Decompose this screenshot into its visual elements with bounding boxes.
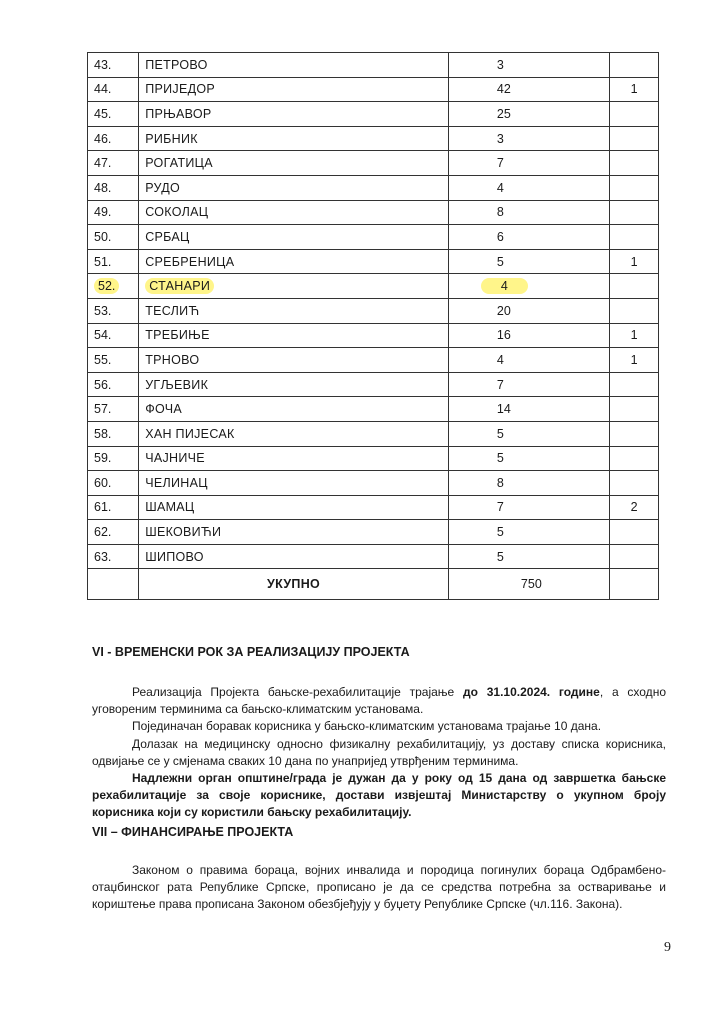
extra-count-cell <box>610 77 659 102</box>
municipality-name-cell <box>139 495 449 520</box>
municipality-name: ПЕТРОВО <box>145 57 208 72</box>
municipality-name: УГЉЕВИК <box>145 377 209 392</box>
extra-count: 1 <box>630 254 638 269</box>
row-number-cell <box>88 348 139 373</box>
beneficiary-count-cell <box>448 544 609 569</box>
beneficiary-count-cell <box>448 126 609 151</box>
extra-count-cell <box>610 421 659 446</box>
municipality-name-cell <box>139 471 449 496</box>
row-number: 49. <box>94 205 112 220</box>
row-number: 43. <box>94 57 112 72</box>
municipality-name-cell <box>139 348 449 373</box>
municipality-name: ФОЧА <box>145 402 183 417</box>
beneficiary-count-cell <box>448 520 609 545</box>
beneficiary-count: 5 <box>496 426 504 441</box>
row-number: 52. <box>94 278 119 294</box>
table-row <box>88 274 659 299</box>
table-row <box>88 544 659 569</box>
row-number: 48. <box>94 180 112 195</box>
row-number-cell <box>88 520 139 545</box>
table-row <box>88 175 659 200</box>
row-number: 51. <box>94 254 112 269</box>
extra-count-cell <box>610 151 659 176</box>
table-row <box>88 200 659 225</box>
beneficiary-count: 20 <box>496 303 511 318</box>
row-number-cell <box>88 397 139 422</box>
beneficiary-count: 6 <box>496 229 504 244</box>
municipality-name-cell <box>139 249 449 274</box>
row-number-cell <box>88 323 139 348</box>
beneficiary-count-cell <box>448 323 609 348</box>
extra-count: 1 <box>630 352 638 367</box>
row-number: 63. <box>94 549 112 564</box>
row-number: 44. <box>94 82 112 97</box>
row-number: 50. <box>94 229 112 244</box>
extra-count-cell <box>610 175 659 200</box>
beneficiary-count-cell <box>448 495 609 520</box>
municipality-name-cell <box>139 53 449 78</box>
row-number-cell <box>88 126 139 151</box>
municipality-table <box>87 52 659 600</box>
section-7-heading: VII – ФИНАНСИРАЊЕ ПРОЈЕКТА <box>92 825 294 839</box>
row-number: 46. <box>94 131 112 146</box>
municipality-name: ТРЕБИЊЕ <box>145 328 210 343</box>
row-number-cell <box>88 446 139 471</box>
row-number-cell <box>88 53 139 78</box>
beneficiary-count-cell <box>448 175 609 200</box>
row-number-cell <box>88 225 139 250</box>
row-number: 47. <box>94 156 112 171</box>
total-row <box>88 569 659 600</box>
extra-count-cell <box>610 102 659 127</box>
beneficiary-count-cell <box>448 53 609 78</box>
extra-count-cell <box>610 348 659 373</box>
row-number: 53. <box>94 303 112 318</box>
extra-count-cell <box>610 323 659 348</box>
beneficiary-count-cell <box>448 471 609 496</box>
section-6-paragraph-2: Појединачан боравак корисника у бањско-климатским установама трајање 10 дана. <box>132 719 602 733</box>
extra-count-cell <box>610 249 659 274</box>
row-number-cell <box>88 495 139 520</box>
table-row <box>88 495 659 520</box>
total-label: УКУПНО <box>139 569 449 600</box>
row-number: 55. <box>94 352 112 367</box>
table-row <box>88 249 659 274</box>
extra-count: 1 <box>630 82 638 97</box>
beneficiary-count: 14 <box>496 402 511 417</box>
beneficiary-count: 3 <box>496 57 504 72</box>
beneficiary-count: 5 <box>496 254 504 269</box>
paragraph-1-start: Реализација Пројекта бањске-рехабилитације трајање <box>132 685 464 699</box>
beneficiary-count: 4 <box>496 180 504 195</box>
municipality-name-cell <box>139 77 449 102</box>
row-number-cell <box>88 200 139 225</box>
beneficiary-count: 3 <box>496 131 504 146</box>
beneficiary-count-cell <box>448 421 609 446</box>
row-number-cell <box>88 175 139 200</box>
municipality-name-cell <box>139 274 449 299</box>
row-number-cell <box>88 298 139 323</box>
municipality-name-cell <box>139 102 449 127</box>
beneficiary-count-cell <box>448 372 609 397</box>
extra-count-cell <box>610 53 659 78</box>
row-number-cell <box>88 471 139 496</box>
section-6-paragraph-1 <box>92 684 666 718</box>
table-row <box>88 102 659 127</box>
municipality-name-cell <box>139 126 449 151</box>
extra-count-cell <box>610 397 659 422</box>
row-number: 62. <box>94 525 112 540</box>
municipality-name-cell <box>139 520 449 545</box>
extra-count-cell <box>610 200 659 225</box>
table-row <box>88 421 659 446</box>
row-number-cell <box>88 77 139 102</box>
municipality-name: ЧЕЛИНАЦ <box>145 475 208 490</box>
extra-count-cell <box>610 495 659 520</box>
beneficiary-count-cell <box>448 225 609 250</box>
table-row <box>88 225 659 250</box>
extra-count-cell <box>610 274 659 299</box>
municipality-name-cell <box>139 298 449 323</box>
beneficiary-count: 5 <box>496 451 504 466</box>
municipality-name: ШАМАЦ <box>145 500 195 515</box>
row-number: 54. <box>94 328 112 343</box>
municipality-name: СОКОЛАЦ <box>145 205 209 220</box>
total-extra-cell <box>610 569 659 600</box>
row-number: 59. <box>94 451 112 466</box>
municipality-name: ШИПОВО <box>145 549 204 564</box>
row-number-cell <box>88 274 139 299</box>
municipality-name-cell <box>139 200 449 225</box>
table-row <box>88 471 659 496</box>
table-row <box>88 323 659 348</box>
section-6-heading: VI - ВРЕМЕНСКИ РОК ЗА РЕАЛИЗАЦИЈУ ПРОЈЕКТА <box>92 645 410 659</box>
municipality-name: ПРИЈЕДОР <box>145 82 216 97</box>
beneficiary-count-cell <box>448 274 609 299</box>
municipality-name-cell <box>139 175 449 200</box>
table-row <box>88 126 659 151</box>
beneficiary-count: 7 <box>496 377 504 392</box>
table-row <box>88 298 659 323</box>
municipality-name-cell <box>139 225 449 250</box>
row-number-cell <box>88 544 139 569</box>
row-number-cell <box>88 151 139 176</box>
row-number: 58. <box>94 426 112 441</box>
municipality-name: СРЕБРЕНИЦА <box>145 254 235 269</box>
total-num-cell <box>88 569 139 600</box>
table-row <box>88 397 659 422</box>
extra-count-cell <box>610 372 659 397</box>
municipality-name-cell <box>139 446 449 471</box>
extra-count: 2 <box>630 500 638 515</box>
beneficiary-count: 7 <box>496 156 504 171</box>
beneficiary-count-cell <box>448 298 609 323</box>
row-number-cell <box>88 102 139 127</box>
municipality-name: ТРНОВО <box>145 352 200 367</box>
municipality-name: РИБНИК <box>145 131 198 146</box>
beneficiary-count-cell <box>448 348 609 373</box>
beneficiary-count: 8 <box>496 475 504 490</box>
extra-count-cell <box>610 298 659 323</box>
beneficiary-count-cell <box>448 102 609 127</box>
paragraph-1-end: , а сходно уговореним терминима са бањско-климатским установама. <box>92 685 666 716</box>
row-number: 45. <box>94 106 112 121</box>
beneficiary-count: 25 <box>496 106 511 121</box>
row-number-cell <box>88 372 139 397</box>
extra-count-cell <box>610 446 659 471</box>
beneficiary-count: 5 <box>496 525 504 540</box>
extra-count-cell <box>610 225 659 250</box>
beneficiary-count-cell <box>448 249 609 274</box>
beneficiary-count-cell <box>448 446 609 471</box>
municipality-name: РУДО <box>145 180 181 195</box>
municipality-name-cell <box>139 323 449 348</box>
table-row <box>88 53 659 78</box>
deadline-date: до 31.10.2024. године <box>463 685 600 699</box>
table-body <box>88 53 659 569</box>
beneficiary-count-cell <box>448 151 609 176</box>
municipality-name: ШЕКОВИЋИ <box>145 525 222 540</box>
municipality-name-cell <box>139 372 449 397</box>
municipality-name-cell <box>139 544 449 569</box>
municipality-name: ТЕСЛИЋ <box>145 303 200 318</box>
municipality-name-cell <box>139 397 449 422</box>
municipality-name: СТАНАРИ <box>145 278 214 294</box>
table-row <box>88 372 659 397</box>
beneficiary-count-cell <box>448 77 609 102</box>
extra-count-cell <box>610 471 659 496</box>
beneficiary-count: 16 <box>496 328 511 343</box>
beneficiary-count: 42 <box>496 82 511 97</box>
beneficiary-count: 7 <box>496 500 504 515</box>
row-number-cell <box>88 421 139 446</box>
section-6-paragraph-3: Долазак на медицинску односно физикалну рехабилитацију, уз доставу списка корисника, одвијање се у смјенама сваких 10 дана по унапријед утврђеним терминима. <box>92 737 666 768</box>
beneficiary-count-cell <box>448 397 609 422</box>
beneficiary-count-cell <box>448 200 609 225</box>
beneficiary-count: 4 <box>496 352 504 367</box>
total-count: 750 <box>448 569 609 600</box>
row-number: 61. <box>94 500 112 515</box>
beneficiary-count: 8 <box>496 205 504 220</box>
row-number-cell <box>88 249 139 274</box>
extra-count-cell <box>610 544 659 569</box>
row-number: 57. <box>94 402 112 417</box>
table-row <box>88 77 659 102</box>
page-number: 9 <box>664 940 671 955</box>
municipality-name: ХАН ПИЈЕСАК <box>145 426 235 441</box>
extra-count-cell <box>610 126 659 151</box>
row-number: 56. <box>94 377 112 392</box>
municipality-name-cell <box>139 421 449 446</box>
table-row <box>88 151 659 176</box>
extra-count: 1 <box>630 328 638 343</box>
table-row <box>88 348 659 373</box>
municipality-name-cell <box>139 151 449 176</box>
beneficiary-count: 4 <box>481 278 528 294</box>
section-6-paragraph-4: Надлежни орган општине/града је дужан да у року од 15 дана од завршетка бањске рехабилитације за своје кориснике, достави извјештај Министарству о укупном броју корисника који су користили бањску рехабилитацију. <box>92 771 666 819</box>
municipality-name: ПРЊАВОР <box>145 106 212 121</box>
table-row <box>88 446 659 471</box>
table-row <box>88 520 659 545</box>
beneficiary-count: 5 <box>496 549 504 564</box>
section-7-paragraph-1: Законом о правима бораца, војних инвалида и породица погинулих бораца Одбрамбено-отаџбинског рата Републике Српске, прописано је да се средства потребна за остваривање и кориштење права прописана Законом обезбјеђују у буџету Републике Српске (чл.116. Закона). <box>92 863 666 911</box>
municipality-name: РОГАТИЦА <box>145 156 213 171</box>
municipality-name: ЧАЈНИЧЕ <box>145 451 205 466</box>
row-number: 60. <box>94 475 112 490</box>
extra-count-cell <box>610 520 659 545</box>
municipality-name: СРБАЦ <box>145 229 190 244</box>
